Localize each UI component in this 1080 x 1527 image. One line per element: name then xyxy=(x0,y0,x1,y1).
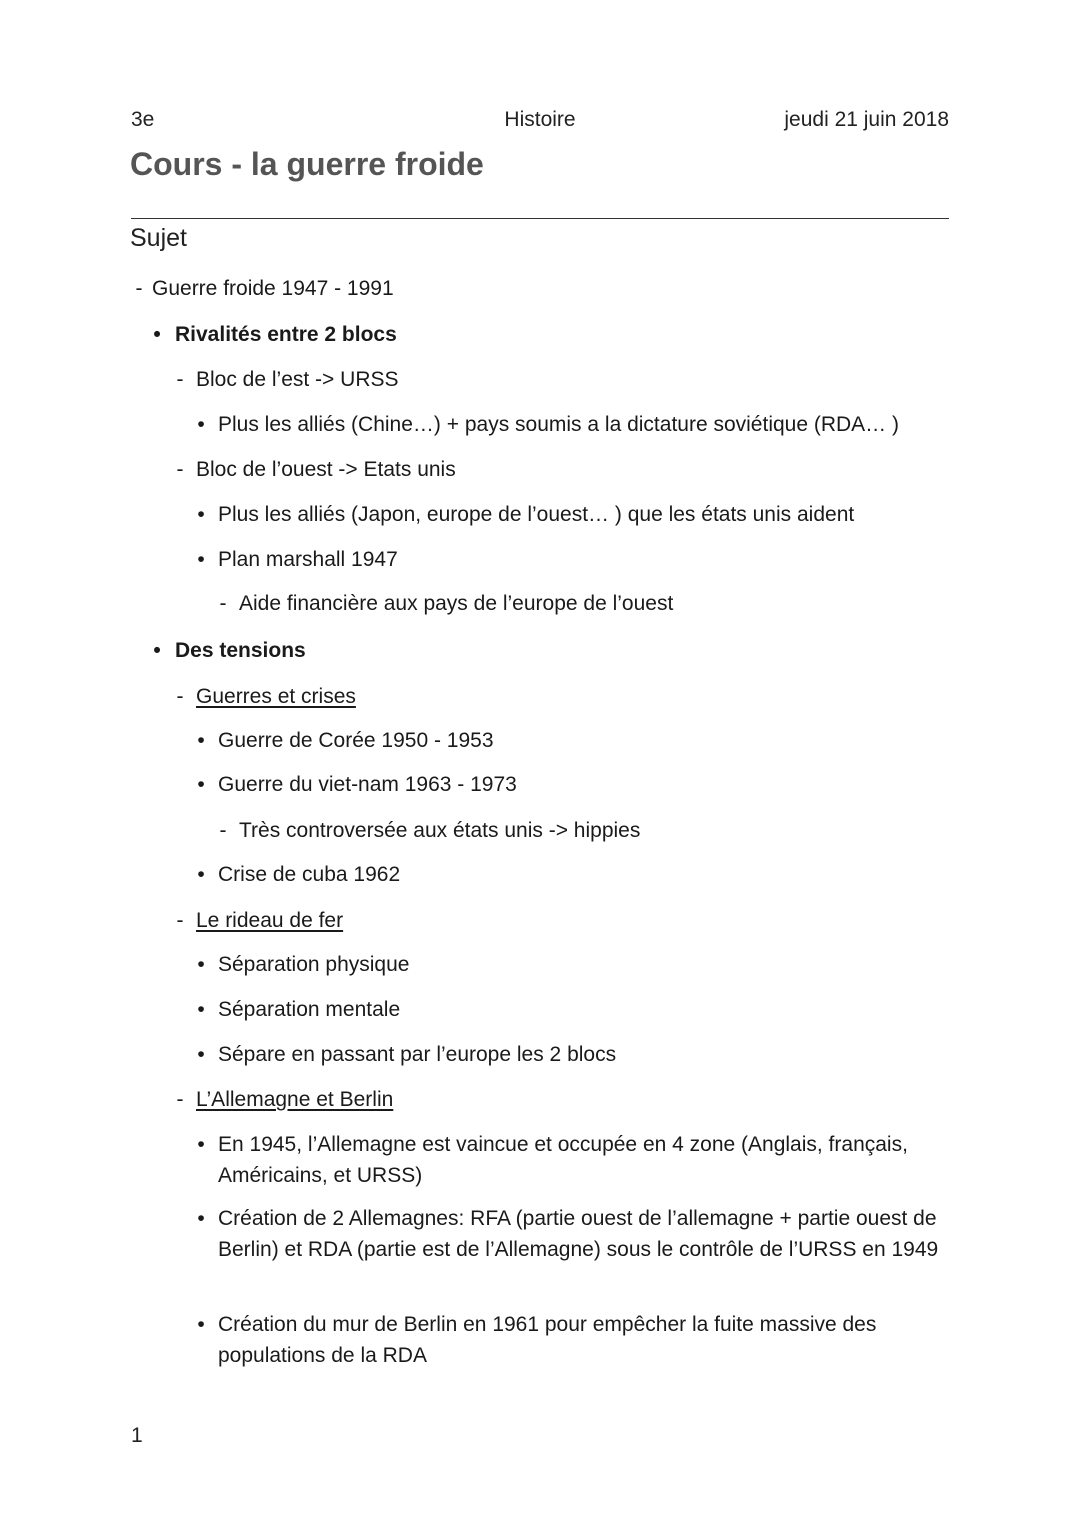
list-item xyxy=(149,319,397,350)
list-item-text: Séparation mentale xyxy=(218,998,401,1021)
bullet-marker: • xyxy=(197,729,205,752)
bullet-marker: • xyxy=(197,1043,205,1066)
list-item xyxy=(193,1309,953,1371)
list-item xyxy=(172,1084,393,1115)
header-class: 3e xyxy=(131,108,155,131)
section-heading: Sujet xyxy=(130,224,187,252)
bullet-marker: • xyxy=(197,548,205,571)
dash-marker: - xyxy=(219,819,227,842)
subheading-text: Le rideau de fer xyxy=(196,909,344,932)
dash-marker: - xyxy=(135,277,143,300)
list-item xyxy=(131,273,394,304)
list-item-text: Rivalités entre 2 blocs xyxy=(175,323,397,346)
bullet-marker: • xyxy=(197,1207,205,1230)
list-item xyxy=(193,544,398,575)
list-item xyxy=(172,681,356,712)
header-subject: Histoire xyxy=(504,108,576,131)
list-item xyxy=(172,454,456,485)
list-item xyxy=(193,1203,953,1265)
bullet-marker: • xyxy=(153,639,161,662)
list-item xyxy=(172,364,399,395)
page-title: Cours - la guerre froide xyxy=(130,146,484,182)
bullet-marker: • xyxy=(153,323,161,346)
dash-marker: - xyxy=(176,1088,184,1111)
list-item xyxy=(215,588,673,619)
header-date: jeudi 21 juin 2018 xyxy=(784,108,949,131)
list-item-text: Guerre du viet-nam 1963 - 1973 xyxy=(218,773,517,796)
list-item-text: Aide financière aux pays de l’europe de l’ouest xyxy=(239,592,674,615)
bullet-marker: • xyxy=(197,1313,205,1336)
list-item-text: En 1945, l’Allemagne est vaincue et occupée en 4 zone (Anglais, français, Américains, et URSS) xyxy=(218,1133,908,1187)
dash-marker: - xyxy=(176,909,184,932)
list-item xyxy=(193,949,409,980)
list-item xyxy=(172,905,343,936)
list-item xyxy=(193,409,899,440)
list-item-text: Création de 2 Allemagnes: RFA (partie ouest de l’allemagne + partie ouest de Berlin) et RDA (partie est de l’Allemagne) sous le contrôle de l’URSS en 1949 xyxy=(218,1207,939,1261)
page-number: 1 xyxy=(131,1424,143,1447)
bullet-marker: • xyxy=(197,1133,205,1156)
list-item xyxy=(215,815,640,846)
bullet-marker: • xyxy=(197,863,205,886)
bullet-marker: • xyxy=(197,998,205,1021)
list-item-text: Crise de cuba 1962 xyxy=(218,863,401,886)
bullet-marker: • xyxy=(197,413,205,436)
title-divider xyxy=(131,218,949,219)
dash-marker: - xyxy=(176,368,184,391)
list-item-text: Plus les alliés (Japon, europe de l’ouest… ) que les états unis aident xyxy=(218,503,855,526)
list-item-text: Très controversée aux états unis -> hippies xyxy=(239,819,641,842)
list-item xyxy=(193,725,494,756)
list-item xyxy=(193,499,854,530)
list-item xyxy=(193,1039,616,1070)
list-item xyxy=(193,1129,953,1191)
list-item-text: Bloc de l’est -> URSS xyxy=(196,368,399,391)
list-item xyxy=(193,769,517,800)
dash-marker: - xyxy=(176,458,184,481)
subheading-text: Guerres et crises xyxy=(196,685,356,708)
list-item-text: Plus les alliés (Chine…) + pays soumis a la dictature soviétique (RDA… ) xyxy=(218,413,900,436)
list-item-text: Bloc de l’ouest -> Etats unis xyxy=(196,458,456,481)
dash-marker: - xyxy=(219,592,227,615)
list-item-text: Création du mur de Berlin en 1961 pour empêcher la fuite massive des populations de la RDA xyxy=(218,1313,877,1367)
list-item-text: Des tensions xyxy=(175,639,306,662)
list-item xyxy=(149,635,306,666)
list-item-text: Plan marshall 1947 xyxy=(218,548,398,571)
bullet-marker: • xyxy=(197,953,205,976)
bullet-marker: • xyxy=(197,503,205,526)
list-item xyxy=(193,994,400,1025)
subheading-text: L’Allemagne et Berlin xyxy=(196,1088,394,1111)
list-item-text: Séparation physique xyxy=(218,953,410,976)
bullet-marker: • xyxy=(197,773,205,796)
dash-marker: - xyxy=(176,685,184,708)
list-item-text: Guerre froide 1947 - 1991 xyxy=(152,277,394,300)
list-item-text: Sépare en passant par l’europe les 2 blocs xyxy=(218,1043,617,1066)
list-item xyxy=(193,859,400,890)
list-item-text: Guerre de Corée 1950 - 1953 xyxy=(218,729,494,752)
